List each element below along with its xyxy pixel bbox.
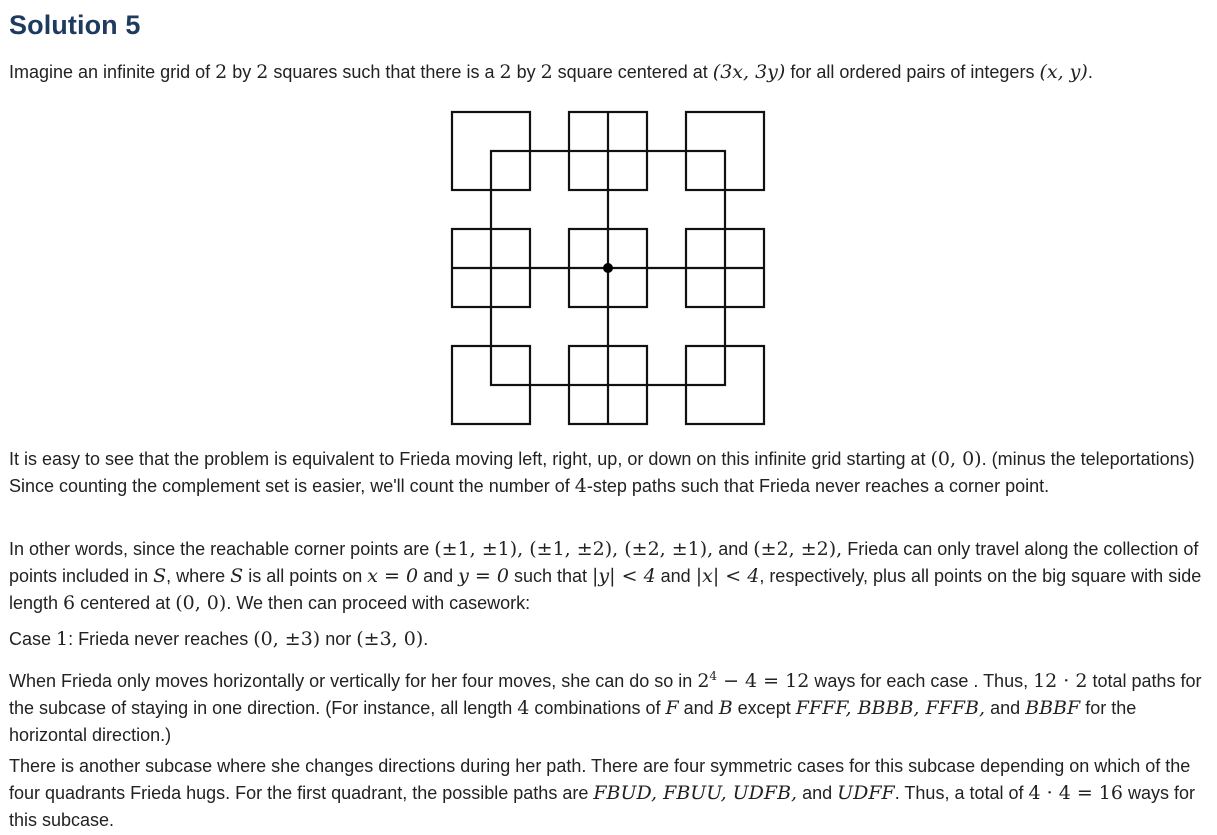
solution-heading: Solution 5 [9, 10, 141, 40]
grid-diagram [450, 110, 766, 426]
origin-point [603, 263, 613, 273]
paragraph-one-direction-subcase: When Frieda only moves horizontally or vertically for her four moves, she can do so in $2^4 - 4 = 12$ ways for each case . Thus, 12 · 2 total paths for the subcase of staying in one direction. (For instance, all length 4 combinations of F and B except FFFF, BBBB, FFFB, and BBBF for the horizontal direction.) [9, 669, 1202, 745]
paragraph-case-1: Case 1: Frieda never reaches (0, ±3) nor (±3, 0). [9, 628, 429, 650]
paragraph-grid-intro: Imagine an infinite grid of 2 by 2 squares such that there is a 2 by 2 square centered at (3x, 3y) for all ordered pairs of integers (x, y). [9, 61, 1093, 83]
paragraph-equivalence: It is easy to see that the problem is equivalent to Frieda moving left, right, up, or down on this infinite grid starting at (0, 0). (minus the teleportations) Since counting the complement set is easier, we'll count the number of 4-step paths such that Frieda never reaches a corner point. [9, 448, 1195, 497]
paragraph-direction-change-subcase: There is another subcase where she changes directions during her path. There are four symmetric cases for this subcase depending on which of the four quadrants Frieda hugs. For the first quadrant, the possible paths are FBUD, FBUU, UDFB, and UDFF. Thus, a total of 4 · 4 = 16 ways for this subcase. [9, 756, 1196, 830]
paragraph-reachable-points: In other words, since the reachable corner points are (±1, ±1), (±1, ±2), (±2, ±1), and (±2, ±2), Frieda can only travel along the collection of points included in S, where S is all points on x = 0 and y = 0 such that |y| < 4 and |x| < 4, respectively, plus all points on the big square with side length 6 centered at (0, 0). We then can proceed with casework: [9, 538, 1202, 614]
